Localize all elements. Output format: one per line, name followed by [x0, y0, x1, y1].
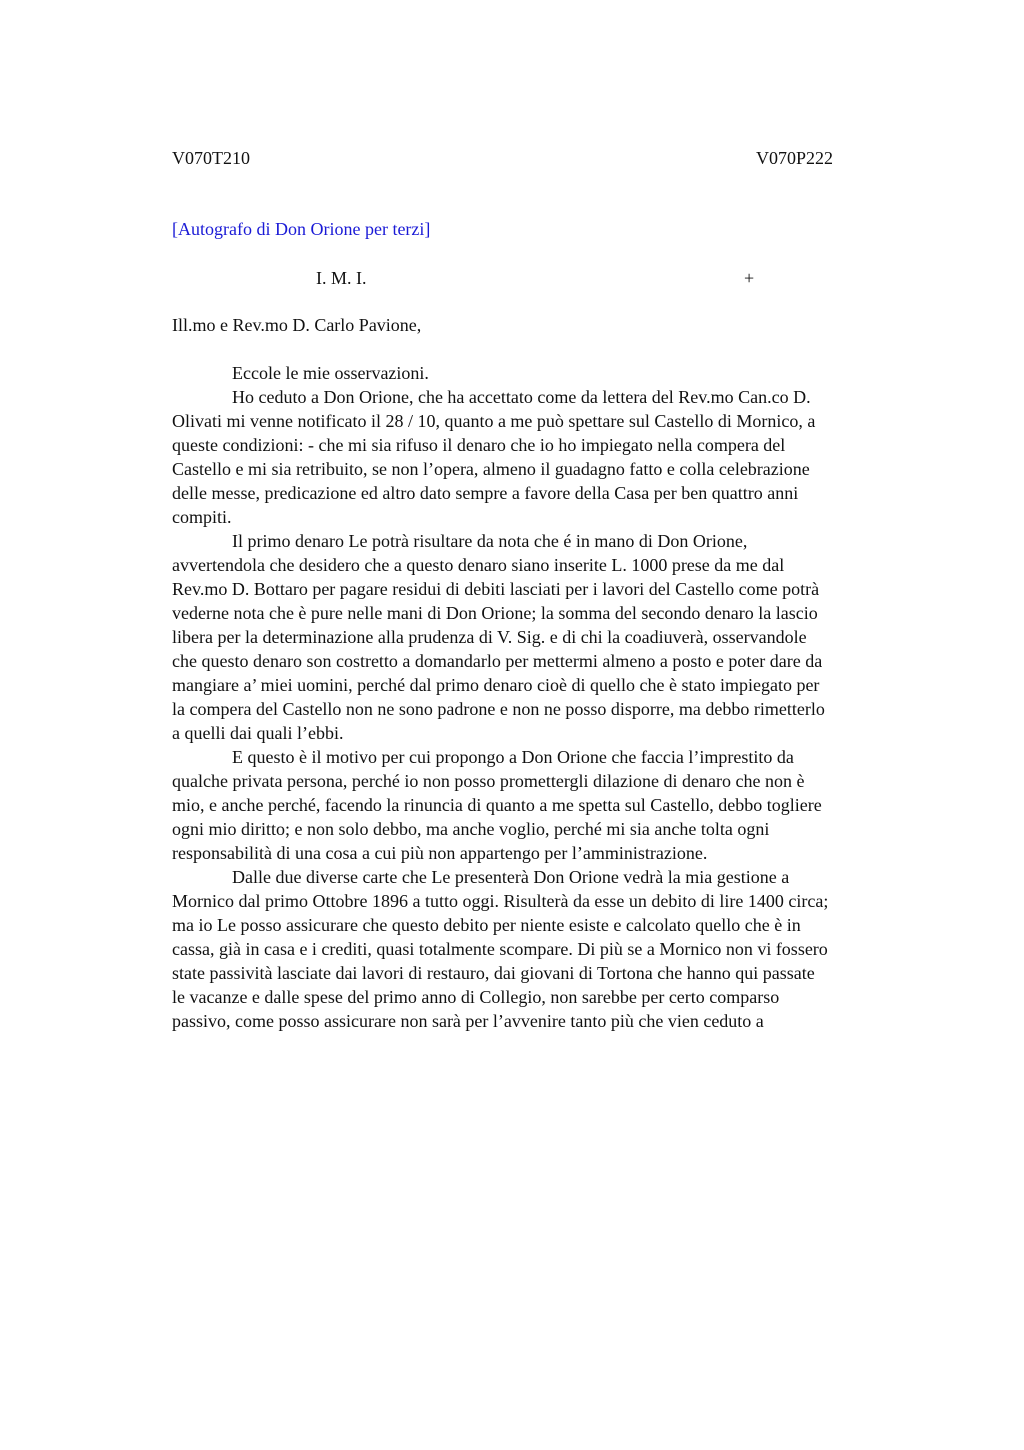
text-line: Il primo denaro Le potrà risultare da nota che é in mano di Don Orione,: [232, 531, 748, 551]
header-imi: I. M. I.: [316, 268, 367, 288]
text-line: le vacanze e dalle spese del primo anno di Collegio, non sarebbe per certo comparso: [172, 987, 780, 1007]
text-line: Rev.mo D. Bottaro per pagare residui di debiti lasciati per i lavori del Castello come potrà: [172, 579, 820, 599]
text-line: Eccole le mie osservazioni.: [232, 363, 429, 383]
header-cross: +: [744, 268, 755, 288]
paragraph-2: [172, 385, 932, 529]
text-line: avvertendola che desidero che a questo denaro siano inserite L. 1000 prese da me dal: [172, 555, 785, 575]
text-line: a quelli dai quali l’ebbi.: [172, 723, 344, 743]
text-line: queste condizioni: - che mi sia rifuso il denaro che io ho impiegato nella compera del: [172, 435, 786, 455]
text-line: Castello e mi sia retribuito, se non l’opera, almeno il guadagno fatto e colla celebrazione: [172, 459, 810, 479]
document-code-right: V070P222: [756, 148, 834, 168]
text-line: qualche privata persona, perché io non posso promettergli dilazione di denaro che non è: [172, 771, 805, 791]
text-line: compiti.: [172, 507, 232, 527]
paragraph-5: [172, 865, 932, 1033]
text-line: mio, e anche perché, facendo la rinuncia di quanto a me spetta sul Castello, debbo togliere: [172, 795, 822, 815]
salutation: Ill.mo e Rev.mo D. Carlo Pavione,: [172, 315, 422, 335]
text-line: Mornico dal primo Ottobre 1896 a tutto oggi. Risulterà da esse un debito di lire 1400 circa;: [172, 891, 829, 911]
text-line: che questo denaro son costretto a domandarlo per mettermi almeno a posto e poter dare da: [172, 651, 823, 671]
text-line: passivo, come posso assicurare non sarà per l’avvenire tanto più che vien ceduto a: [172, 1011, 764, 1031]
text-line: ogni mio diritto; e non solo debbo, ma anche voglio, perché mi sia anche tolta ogni: [172, 819, 770, 839]
document-code-left: V070T210: [172, 148, 250, 168]
text-line: ma io Le posso assicurare che questo debito per niente esiste e calcolato quello che è in: [172, 915, 801, 935]
paragraph-1: [172, 361, 932, 385]
text-line: responsabilità di una cosa a cui più non appartengo per l’amministrazione.: [172, 843, 708, 863]
text-line: cassa, già in casa e i crediti, quasi totalmente scompare. Di più se a Mornico non vi fossero: [172, 939, 828, 959]
text-line: Dalle due diverse carte che Le presenterà Don Orione vedrà la mia gestione a: [232, 867, 790, 887]
text-line: Ho ceduto a Don Orione, che ha accettato come da lettera del Rev.mo Can.co D.: [232, 387, 811, 407]
paragraph-3: [172, 529, 932, 745]
text-line: state passività lasciate dai lavori di restauro, dai giovani di Tortona che hanno qui passate: [172, 963, 815, 983]
text-line: la compera del Castello non ne sono padrone e non ne posso disporre, ma debbo rimetterlo: [172, 699, 825, 719]
text-line: E questo è il motivo per cui propongo a Don Orione che faccia l’imprestito da: [232, 747, 794, 767]
text-line: Olivati mi venne notificato il 28 / 10, quanto a me può spettare sul Castello di Mornico, a: [172, 411, 816, 431]
letter-body: [172, 361, 932, 1033]
text-line: delle messe, predicazione ed altro dato sempre a favore della Casa per ben quattro anni: [172, 483, 799, 503]
text-line: mangiare a’ miei uomini, perché dal primo denaro cioè di quello che è stato impiegato per: [172, 675, 820, 695]
text-line: libera per la determinazione alla prudenza di V. Sig. e di chi la coadiuverà, osservandole: [172, 627, 807, 647]
text-line: vederne nota che è pure nelle mani di Don Orione; la somma del secondo denaro la lascio: [172, 603, 818, 623]
editorial-note: [Autografo di Don Orione per terzi]: [172, 219, 431, 239]
paragraph-4: [172, 745, 932, 865]
